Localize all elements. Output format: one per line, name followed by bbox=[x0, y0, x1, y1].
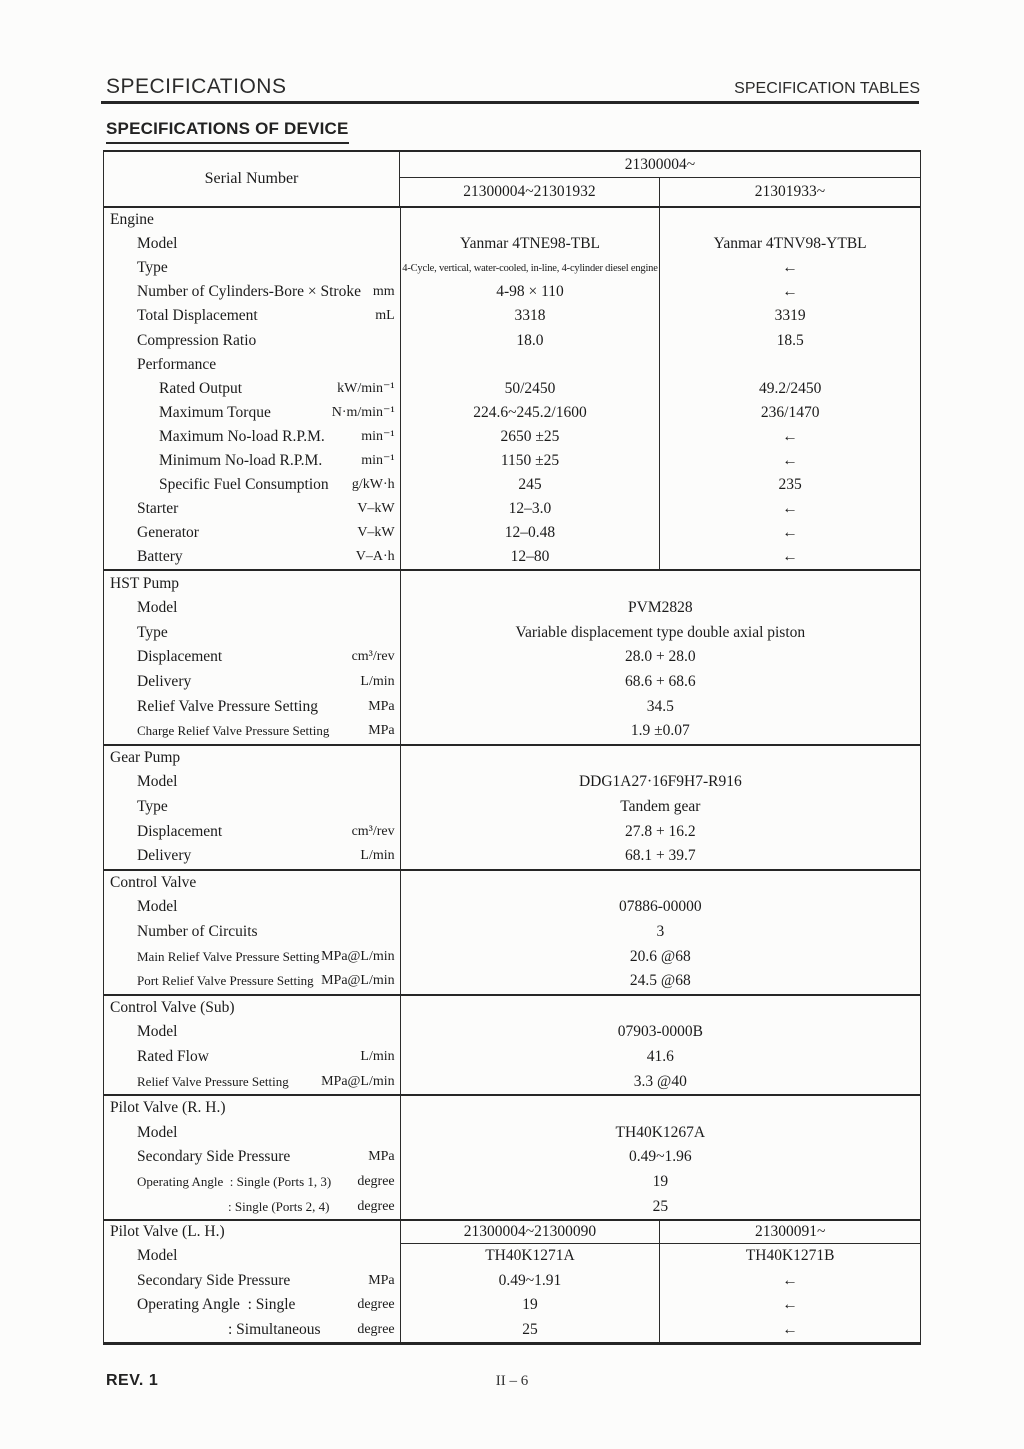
empty-cell bbox=[401, 746, 920, 771]
serial-number-header bbox=[104, 152, 920, 208]
row-unit: degree bbox=[357, 1321, 395, 1337]
table-row bbox=[104, 425, 920, 449]
empty-cell bbox=[401, 571, 920, 596]
row-label-cell bbox=[104, 328, 401, 352]
row-label-cell bbox=[104, 770, 401, 795]
row-unit: MPa@L/min bbox=[321, 948, 395, 964]
table-row bbox=[104, 377, 920, 401]
row-label-cell bbox=[104, 256, 401, 280]
row-label-cell bbox=[104, 1194, 401, 1219]
row-label: Minimum No-load R.P.M. bbox=[159, 451, 323, 469]
row-value-col2: ← bbox=[782, 500, 798, 518]
row-value-col2: 236/1470 bbox=[760, 403, 820, 421]
section-header-row bbox=[104, 1221, 920, 1244]
row-value: 28.0 + 28.0 bbox=[624, 648, 696, 666]
table-row bbox=[104, 1170, 920, 1195]
row-value: 07886-00000 bbox=[618, 898, 702, 916]
row-value-col1: 245 bbox=[401, 473, 661, 497]
section-header-row bbox=[104, 571, 920, 596]
row-label: Type bbox=[137, 623, 168, 641]
row-label-cell bbox=[104, 819, 401, 844]
row-value-col1: 3318 bbox=[401, 304, 661, 328]
spec-section bbox=[104, 208, 920, 571]
row-label-cell bbox=[104, 844, 401, 869]
row-value-col2: ← bbox=[782, 1296, 798, 1314]
row-value-col1: 18.0 bbox=[401, 328, 661, 352]
row-label-cell bbox=[104, 621, 401, 646]
row-value: 27.8 + 16.2 bbox=[624, 822, 696, 840]
section-title: HST Pump bbox=[110, 574, 180, 592]
table-row bbox=[104, 1020, 920, 1045]
row-label: : Single (Ports 2, 4) bbox=[228, 1198, 330, 1214]
row-label-cell bbox=[104, 795, 401, 820]
section-title-cell bbox=[104, 871, 401, 896]
row-unit: V–kW bbox=[357, 525, 395, 541]
serial-subrange-col2 bbox=[660, 208, 920, 232]
row-value: 20.6 @68 bbox=[629, 947, 691, 965]
row-label: Number of Cylinders-Bore × Stroke bbox=[137, 283, 361, 301]
row-label-cell bbox=[104, 895, 401, 920]
row-value-col2: 3319 bbox=[774, 307, 806, 325]
row-label-cell bbox=[104, 920, 401, 945]
table-row bbox=[104, 1194, 920, 1219]
row-unit: degree bbox=[357, 1297, 395, 1313]
row-label: Model bbox=[137, 1123, 178, 1141]
row-value-col1: Yanmar 4TNE98-TBL bbox=[401, 232, 661, 256]
row-label: Main Relief Valve Pressure Setting bbox=[137, 948, 320, 964]
table-row bbox=[104, 670, 920, 695]
section-title: Gear Pump bbox=[110, 748, 181, 766]
row-value-col1: 25 bbox=[401, 1318, 661, 1343]
row-label: Battery bbox=[137, 548, 183, 566]
row-unit: N·m/min⁻¹ bbox=[331, 405, 395, 421]
row-value-col2: TH40K1271B bbox=[745, 1247, 835, 1265]
row-value-col1: 12–80 bbox=[401, 545, 661, 569]
serial-range-col1: 21300004~21301932 bbox=[400, 178, 660, 206]
row-label-cell bbox=[104, 694, 401, 719]
row-value: 3 bbox=[656, 923, 665, 941]
row-value-col1: 0.49~1.91 bbox=[401, 1268, 661, 1293]
row-unit: cm³/rev bbox=[351, 649, 395, 665]
row-label: Model bbox=[137, 599, 178, 617]
row-value: TH40K1267A bbox=[615, 1123, 706, 1141]
table-row bbox=[104, 1045, 920, 1070]
section-header-row bbox=[104, 871, 920, 896]
row-value-col2: ← bbox=[782, 427, 798, 445]
row-label: Model bbox=[137, 773, 178, 791]
section-title-cell bbox=[104, 1096, 401, 1121]
row-value-col1: TH40K1271A bbox=[401, 1244, 661, 1269]
specification-table bbox=[103, 150, 921, 1345]
table-row bbox=[104, 719, 920, 744]
page-header-right: SPECIFICATION TABLES bbox=[734, 80, 920, 97]
empty-cell bbox=[401, 871, 920, 896]
section-title: Pilot Valve (L. H.) bbox=[110, 1223, 225, 1241]
spec-section bbox=[104, 996, 920, 1096]
row-unit: L/min bbox=[360, 674, 395, 690]
table-body bbox=[104, 208, 920, 1342]
row-label: Number of Circuits bbox=[137, 923, 258, 941]
row-value-col2: 235 bbox=[778, 476, 802, 494]
section-title: Control Valve bbox=[110, 873, 197, 891]
table-row bbox=[104, 353, 920, 377]
row-value-col1: 19 bbox=[401, 1293, 661, 1318]
row-label: Model bbox=[137, 1023, 178, 1041]
row-label: Displacement bbox=[137, 648, 223, 666]
page-number: II – 6 bbox=[495, 1373, 529, 1389]
row-label-cell bbox=[104, 645, 401, 670]
row-label-cell bbox=[104, 1170, 401, 1195]
row-unit: g/kW·h bbox=[351, 477, 395, 493]
row-value-col2: ← bbox=[782, 1320, 798, 1338]
row-label-cell bbox=[104, 1244, 401, 1269]
row-label: Starter bbox=[137, 500, 179, 518]
row-value: PVM2828 bbox=[628, 599, 693, 617]
header-rule bbox=[101, 101, 919, 104]
table-row bbox=[104, 844, 920, 869]
row-label-cell bbox=[104, 1069, 401, 1094]
spec-section bbox=[104, 746, 920, 871]
table-row bbox=[104, 328, 920, 352]
table-row bbox=[104, 944, 920, 969]
serial-number-ranges bbox=[400, 152, 920, 206]
row-label: Specific Fuel Consumption bbox=[159, 476, 329, 494]
serial-subrange-col1: 21300004~21300090 bbox=[401, 1221, 661, 1244]
table-row bbox=[104, 473, 920, 497]
row-label: Model bbox=[137, 1247, 178, 1265]
serial-number-label: Serial Number bbox=[104, 152, 400, 206]
row-label: Model bbox=[137, 235, 178, 253]
row-label: Port Relief Valve Pressure Setting bbox=[137, 973, 314, 989]
table-row bbox=[104, 401, 920, 425]
table-row bbox=[104, 819, 920, 844]
row-label-cell bbox=[104, 719, 401, 744]
row-label-cell bbox=[104, 1268, 401, 1293]
row-value-col1 bbox=[401, 353, 661, 377]
row-value: 3.3 @40 bbox=[633, 1072, 687, 1090]
row-label: Displacement bbox=[137, 822, 223, 840]
section-title: Engine bbox=[110, 211, 154, 229]
serial-range-all: 21300004~ bbox=[400, 152, 920, 178]
row-value-col1: 2650 ±25 bbox=[401, 425, 661, 449]
row-label-cell bbox=[104, 497, 401, 521]
row-unit: L/min bbox=[360, 1048, 395, 1064]
row-value: 41.6 bbox=[646, 1047, 674, 1065]
row-label: Relief Valve Pressure Setting bbox=[137, 697, 318, 715]
row-label: Rated Flow bbox=[137, 1047, 209, 1065]
spec-section bbox=[104, 1221, 920, 1342]
table-row bbox=[104, 1069, 920, 1094]
row-value-col2: ← bbox=[782, 548, 798, 566]
row-label-cell bbox=[104, 969, 401, 994]
row-label-cell bbox=[104, 521, 401, 545]
row-value-col2 bbox=[660, 353, 920, 377]
row-label: Type bbox=[137, 798, 168, 816]
row-label: Secondary Side Pressure bbox=[137, 1271, 291, 1289]
spec-section bbox=[104, 1096, 920, 1221]
row-value: 68.1 + 39.7 bbox=[624, 847, 696, 865]
section-title-cell bbox=[104, 996, 401, 1021]
row-value-col1: 12–0.48 bbox=[401, 521, 661, 545]
row-value-col2: Yanmar 4TNV98-YTBL bbox=[713, 235, 867, 253]
section-title: Pilot Valve (R. H.) bbox=[110, 1099, 226, 1117]
row-label-cell bbox=[104, 425, 401, 449]
section-header-row bbox=[104, 746, 920, 771]
row-value-col2: 49.2/2450 bbox=[758, 379, 822, 397]
row-label: : Simultaneous bbox=[228, 1320, 321, 1338]
serial-subrange-col2: 21300091~ bbox=[660, 1221, 920, 1244]
row-label: Total Displacement bbox=[137, 307, 258, 325]
table-row bbox=[104, 449, 920, 473]
table-row bbox=[104, 895, 920, 920]
row-label: Type bbox=[137, 259, 168, 277]
table-row bbox=[104, 795, 920, 820]
section-title-cell bbox=[104, 1221, 401, 1244]
row-label-cell bbox=[104, 473, 401, 497]
serial-range-columns bbox=[400, 178, 920, 206]
section-header-row bbox=[104, 996, 920, 1021]
row-unit: degree bbox=[357, 1198, 395, 1214]
row-value: 19 bbox=[652, 1172, 669, 1190]
table-row bbox=[104, 232, 920, 256]
row-label-cell bbox=[104, 232, 401, 256]
table-row bbox=[104, 497, 920, 521]
row-unit: V–kW bbox=[357, 501, 395, 517]
table-row bbox=[104, 1293, 920, 1318]
page-title: SPECIFICATIONS bbox=[106, 75, 287, 98]
row-value-col2: ← bbox=[782, 259, 798, 277]
row-label-cell bbox=[104, 449, 401, 473]
row-label-cell bbox=[104, 1293, 401, 1318]
table-row bbox=[104, 969, 920, 994]
row-unit: V–A·h bbox=[355, 549, 395, 565]
table-row bbox=[104, 1244, 920, 1269]
row-value-col2: 18.5 bbox=[776, 331, 804, 349]
row-unit: MPa bbox=[368, 723, 395, 739]
row-unit: MPa bbox=[368, 698, 395, 714]
table-row bbox=[104, 645, 920, 670]
row-value: 34.5 bbox=[646, 697, 674, 715]
row-value-col1: 4-Cycle, vertical, water-cooled, in-line, 4-cylinder diesel engine bbox=[401, 256, 661, 280]
row-value: 25 bbox=[652, 1197, 669, 1215]
row-unit: mm bbox=[372, 284, 395, 300]
row-unit: mL bbox=[375, 308, 395, 324]
row-unit: cm³/rev bbox=[351, 823, 395, 839]
spec-section bbox=[104, 871, 920, 996]
table-row bbox=[104, 1318, 920, 1343]
row-label: Performance bbox=[137, 355, 217, 373]
row-value-col2: ← bbox=[782, 524, 798, 542]
row-unit: degree bbox=[357, 1173, 395, 1189]
serial-range-col2: 21301933~ bbox=[754, 183, 826, 200]
row-label-cell bbox=[104, 944, 401, 969]
row-unit: MPa@L/min bbox=[321, 973, 395, 989]
row-value-col2: ← bbox=[782, 1271, 798, 1289]
row-label-cell bbox=[104, 304, 401, 328]
row-label: Model bbox=[137, 898, 178, 916]
table-row bbox=[104, 596, 920, 621]
row-label: Rated Output bbox=[159, 379, 243, 397]
table-row bbox=[104, 1268, 920, 1293]
serial-subrange-col1 bbox=[401, 208, 661, 232]
row-value-col1: 50/2450 bbox=[401, 377, 661, 401]
row-value: 1.9 ±0.07 bbox=[630, 722, 690, 740]
row-label-cell bbox=[104, 1045, 401, 1070]
table-row bbox=[104, 521, 920, 545]
table-row bbox=[104, 1120, 920, 1145]
row-value: 24.5 @68 bbox=[629, 972, 691, 990]
row-value: 07903-0000B bbox=[617, 1023, 703, 1041]
row-unit: MPa bbox=[368, 1149, 395, 1165]
row-label: Maximum No-load R.P.M. bbox=[159, 427, 325, 445]
row-label-cell bbox=[104, 401, 401, 425]
section-title-cell bbox=[104, 208, 401, 232]
row-label-cell bbox=[104, 670, 401, 695]
table-row bbox=[104, 545, 920, 569]
row-label-cell bbox=[104, 545, 401, 569]
section-title-cell bbox=[104, 746, 401, 771]
row-label: Charge Relief Valve Pressure Setting bbox=[137, 723, 330, 739]
row-label-cell bbox=[104, 1145, 401, 1170]
table-row bbox=[104, 621, 920, 646]
row-label-cell bbox=[104, 1120, 401, 1145]
row-value: Tandem gear bbox=[620, 798, 701, 816]
table-row bbox=[104, 920, 920, 945]
section-title-cell bbox=[104, 571, 401, 596]
spec-section bbox=[104, 571, 920, 745]
row-label: Operating Angle : Single bbox=[137, 1296, 296, 1314]
row-value-col1: 12–3.0 bbox=[401, 497, 661, 521]
row-value-col2: ← bbox=[782, 451, 798, 469]
table-row bbox=[104, 694, 920, 719]
row-label: Generator bbox=[137, 524, 199, 542]
row-value-col1: 4-98 × 110 bbox=[401, 280, 661, 304]
section-header-row bbox=[104, 208, 920, 232]
section-title: Control Valve (Sub) bbox=[110, 998, 235, 1016]
row-label-cell bbox=[104, 353, 401, 377]
row-unit: L/min bbox=[360, 848, 395, 864]
row-value: 0.49~1.96 bbox=[629, 1148, 692, 1166]
row-unit: MPa bbox=[368, 1272, 395, 1288]
row-label: Relief Valve Pressure Setting bbox=[137, 1073, 289, 1089]
row-value: 68.6 + 68.6 bbox=[624, 673, 696, 691]
row-label-cell bbox=[104, 377, 401, 401]
row-value-col1: 1150 ±25 bbox=[401, 449, 661, 473]
revision-label: REV. 1 bbox=[106, 1372, 159, 1389]
doc-heading: SPECIFICATIONS OF DEVICE bbox=[106, 119, 349, 144]
row-value: Variable displacement type double axial piston bbox=[515, 623, 806, 641]
row-value: DDG1A27·16F9H7-R916 bbox=[578, 773, 742, 791]
empty-cell bbox=[401, 996, 920, 1021]
table-row bbox=[104, 280, 920, 304]
table-row bbox=[104, 1145, 920, 1170]
row-label: Operating Angle : Single (Ports 1, 3) bbox=[137, 1173, 332, 1189]
table-row bbox=[104, 304, 920, 328]
row-label: Delivery bbox=[137, 673, 192, 691]
row-unit: min⁻¹ bbox=[361, 429, 395, 445]
row-unit: kW/min⁻¹ bbox=[337, 381, 395, 397]
row-label: Compression Ratio bbox=[137, 331, 257, 349]
row-value-col2: ← bbox=[782, 283, 798, 301]
row-label-cell bbox=[104, 1020, 401, 1045]
row-label: Maximum Torque bbox=[159, 403, 271, 421]
table-row bbox=[104, 770, 920, 795]
empty-cell bbox=[401, 1096, 920, 1121]
row-unit: min⁻¹ bbox=[361, 453, 395, 469]
row-label-cell bbox=[104, 596, 401, 621]
row-unit: MPa@L/min bbox=[321, 1073, 395, 1089]
row-label-cell bbox=[104, 1318, 401, 1343]
table-row bbox=[104, 256, 920, 280]
row-label-cell bbox=[104, 280, 401, 304]
row-label: Delivery bbox=[137, 847, 192, 865]
row-label: Secondary Side Pressure bbox=[137, 1148, 291, 1166]
section-header-row bbox=[104, 1096, 920, 1121]
row-value-col1: 224.6~245.2/1600 bbox=[401, 401, 661, 425]
